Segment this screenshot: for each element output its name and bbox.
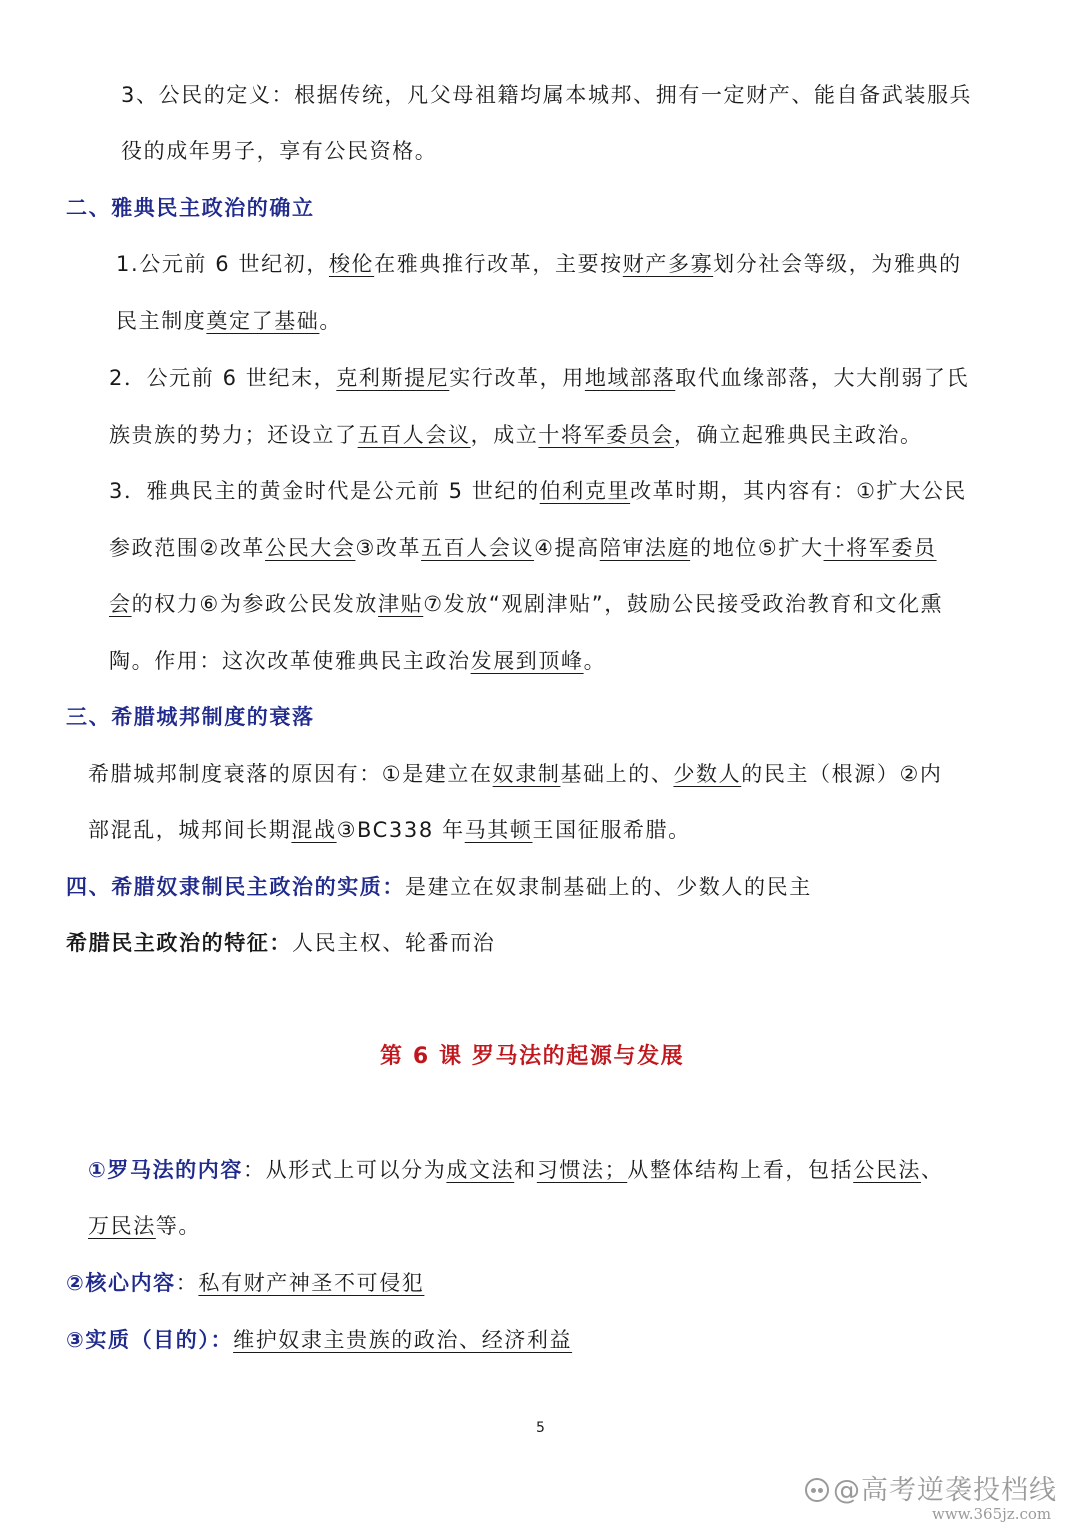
section-heading-decline: 三、希腊城邦制度的衰落 (66, 705, 315, 729)
term-solon: 梭伦 (328, 252, 375, 276)
roman-law-content-line-1: ①罗马法的内容：从形式上可以分为成文法和习惯法；从整体结构上看，包括公民法、 (88, 1158, 944, 1182)
roman-law-essence-line (66, 1325, 572, 1355)
feature-line: 希腊民主政治的特征：人民主权、轮番而治 (66, 931, 496, 955)
term-ten-generals: 十将军委员会 (538, 423, 675, 447)
term-war: 混战 (291, 818, 337, 842)
term-peak: 发展到顶峰 (470, 649, 584, 673)
term-cleisthenes: 克利斯提尼 (336, 366, 450, 390)
item-label-content: ①罗马法的内容 (88, 1158, 243, 1182)
roman-law-core-line: ②核心内容：私有财产神圣不可侵犯 (66, 1271, 425, 1295)
page-number: 5 (536, 1420, 545, 1436)
item-label-core: ②核心内容 (66, 1271, 176, 1295)
term-macedon: 马其顿 (464, 818, 533, 842)
watermark: @高考逆袭投档线 (805, 1474, 1057, 1508)
paragraph-pericles-line-3: 会的权力⑥为参政公民发放津贴⑦发放“观剧津贴”，鼓励公民接受政治教育和文化熏 (109, 592, 944, 616)
watermark-url: www.365jz.com (932, 1505, 1052, 1523)
term-pericles: 伯利克里 (539, 479, 631, 503)
term-foundation: 奠定了基础 (206, 309, 320, 333)
essence-line: 四、希腊奴隶制民主政治的实质：是建立在奴隶制基础上的、少数人的民主 (66, 875, 812, 899)
lesson-title: 第 6 课 罗马法的起源与发展 (380, 1044, 685, 1069)
decline-line-2: 部混乱，城邦间长期混战③BC338 年马其顿王国征服希腊。 (88, 818, 691, 842)
feature-label: 希腊民主政治的特征： (66, 931, 292, 955)
term-regional-tribes: 地域部落 (584, 366, 676, 390)
section-heading-essence: 四、希腊奴隶制民主政治的实质： (66, 875, 405, 899)
definition-line-1: 3、公民的定义：根据传统，凡父母祖籍均属本城邦、拥有一定财产、能自备武装服兵 (121, 83, 973, 107)
paragraph-cleisthenes-line-1: 2．公元前 6 世纪末，克利斯提尼实行改革，用地域部落取代血缘部落，大大削弱了氏 (109, 366, 970, 390)
term-council-500: 五百人会议 (357, 423, 471, 447)
item-label-essence: ③实质（目的）： (66, 1328, 234, 1352)
term-customary-law: 习惯法； (536, 1158, 628, 1182)
term-slavery: 奴隶制 (492, 762, 561, 786)
weibo-logo-icon (805, 1478, 829, 1502)
term-aristocracy-interests: 维护奴隶主贵族的政治、经济利益 (233, 1328, 573, 1352)
term-jury-court: 陪审法庭 (599, 536, 691, 560)
term-civil-law: 公民法 (853, 1158, 922, 1182)
term-law-of-nations: 万民法 (88, 1214, 156, 1238)
section-heading-athens: 二、雅典民主政治的确立 (66, 196, 315, 220)
paragraph-solon-line-2: 民主制度奠定了基础。 (116, 309, 343, 333)
paragraph-pericles-line-2: 参政范围②改革公民大会③改革五百人会议④提高陪审法庭的地位⑤扩大十将军委员 (109, 536, 937, 560)
term-allowance: 津贴 (378, 592, 424, 616)
roman-law-content-line-2: 万民法等。 (88, 1214, 202, 1238)
term-property: 财产多寡 (622, 252, 714, 276)
term-ten-generals: 十将军委员 (823, 536, 937, 560)
term-assembly: 公民大会 (265, 536, 356, 560)
term-minority: 少数人 (673, 762, 742, 786)
definition-line-2: 役的成年男子，享有公民资格。 (121, 139, 438, 163)
paragraph-solon-line-1: 1.公元前 6 世纪初，梭伦在雅典推行改革，主要按财产多寡划分社会等级，为雅典的 (116, 252, 962, 276)
paragraph-pericles-line-1: 3．雅典民主的黄金时代是公元前 5 世纪的伯利克里改革时期，其内容有：①扩大公民 (109, 479, 967, 503)
term-private-property: 私有财产神圣不可侵犯 (198, 1271, 425, 1295)
paragraph-pericles-line-4: 陶。作用：这次改革使雅典民主政治发展到顶峰。 (109, 649, 607, 673)
decline-line-1: 希腊城邦制度衰落的原因有：①是建立在奴隶制基础上的、少数人的民主（根源）②内 (88, 762, 943, 786)
term-council-500: 五百人会议 (421, 536, 535, 560)
term-written-law: 成文法 (446, 1158, 515, 1182)
paragraph-cleisthenes-line-2: 族贵族的势力；还设立了五百人会议，成立十将军委员会，确立起雅典民主政治。 (109, 423, 923, 447)
